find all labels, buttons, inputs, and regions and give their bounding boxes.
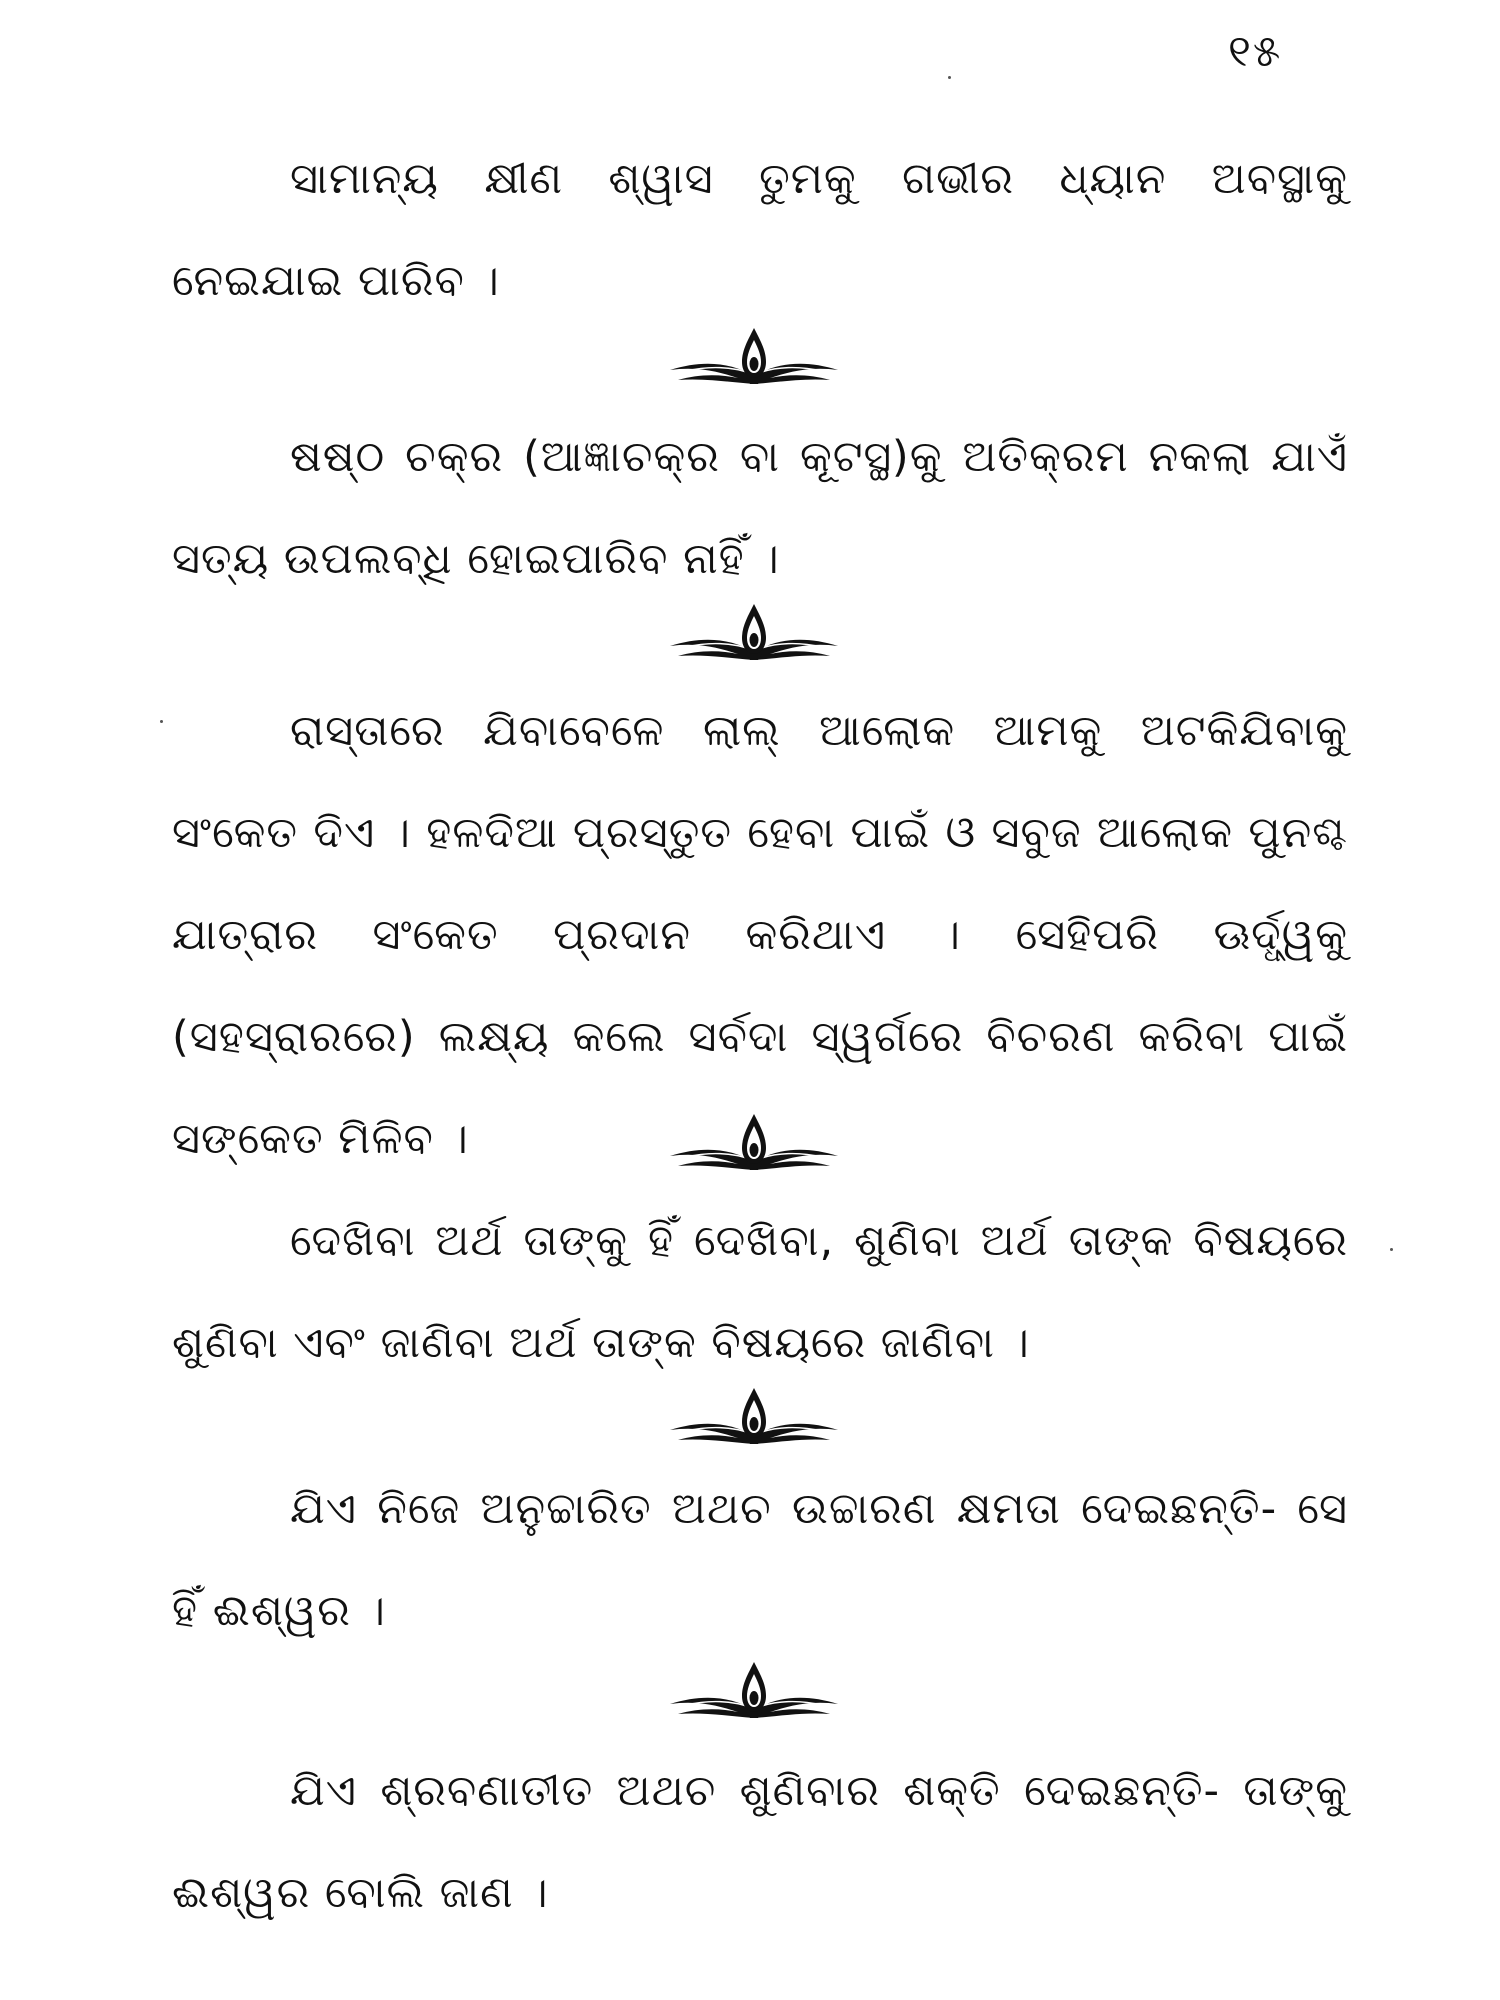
lamp-wings-ornament-icon: [668, 326, 840, 388]
paragraph-5: ଯିଏ ନିଜେ ଅନୁଚ୍ଚାରିତ ଅଥଚ ଉଚ୍ଚାରଣ କ୍ଷମତା ଦେଇଛନ୍ତି- ସେ ହିଁ ଈଶ୍ୱର ।: [172, 1484, 1348, 1636]
lamp-wings-ornament-icon: [668, 1660, 840, 1722]
lamp-wings-ornament-icon: [668, 1386, 840, 1448]
page-number: ୧୫: [1228, 26, 1283, 77]
paragraph-2: ଷଷ୍ଠ ଚକ୍ର (ଆଜ୍ଞାଚକ୍ର ବା କୂଟସ୍ଥ)କୁ ଅତିକ୍ରମ ନକଲା ଯାଏଁ ସତ୍ୟ ଉପଲବ୍ଧି ହୋଇପାରିବ ନାହିଁ ।: [172, 432, 1348, 584]
paragraph-3: ରାସ୍ତାରେ ଯିବାବେଳେ ଲାଲ୍ ଆଲୋକ ଆମକୁ ଅଟକିଯିବାକୁ ସଂକେତ ଦିଏ । ହଳଦିଆ ପ୍ରସ୍ତୁତ ହେବା ପାଇଁ ଓ ସବୁଜ ଆଲୋକ ପୁନଶ୍ଚ ଯାତ୍ରାର ସଂକେତ ପ୍ରଦାନ କରିଥାଏ । ସେହିପରି ଊର୍ଦ୍ଧ୍ୱକୁ (ସହସ୍ରାରରେ) ଲକ୍ଷ୍ୟ କଲେ ସର୍ବଦା ସ୍ୱର୍ଗରେ ବିଚରଣ କରିବା ପାଇଁ ସଙ୍କେତ ମିଳିବ ।: [172, 706, 1348, 1164]
paragraph-1: ସାମାନ୍ୟ କ୍ଷୀଣ ଶ୍ୱାସ ତୁମକୁ ଗଭୀର ଧ୍ୟାନ ଅବସ୍ଥାକୁ ନେଇଯାଇ ପାରିବ ।: [172, 154, 1348, 306]
paper-speck: [160, 720, 163, 723]
paper-speck: [1390, 1248, 1393, 1251]
paragraph-6: ଯିଏ ଶ୍ରବଣାତୀତ ଅଥଚ ଶୁଣିବାର ଶକ୍ତି ଦେଇଛନ୍ତି- ତାଙ୍କୁ ଈଶ୍ୱର ବୋଲି ଜାଣ ।: [172, 1766, 1348, 1918]
paragraph-4: ଦେଖିବା ଅର୍ଥ ତାଙ୍କୁ ହିଁ ଦେଖିବା, ଶୁଣିବା ଅର୍ଥ ତାଙ୍କ ବିଷୟରେ ଶୁଣିବା ଏବଂ ଜାଣିବା ଅର୍ଥ ତାଙ୍କ ବିଷୟରେ ଜାଣିବା ।: [172, 1216, 1348, 1368]
lamp-wings-ornament-icon: [668, 1112, 840, 1174]
paper-speck: [948, 76, 951, 79]
lamp-wings-ornament-icon: [668, 602, 840, 664]
